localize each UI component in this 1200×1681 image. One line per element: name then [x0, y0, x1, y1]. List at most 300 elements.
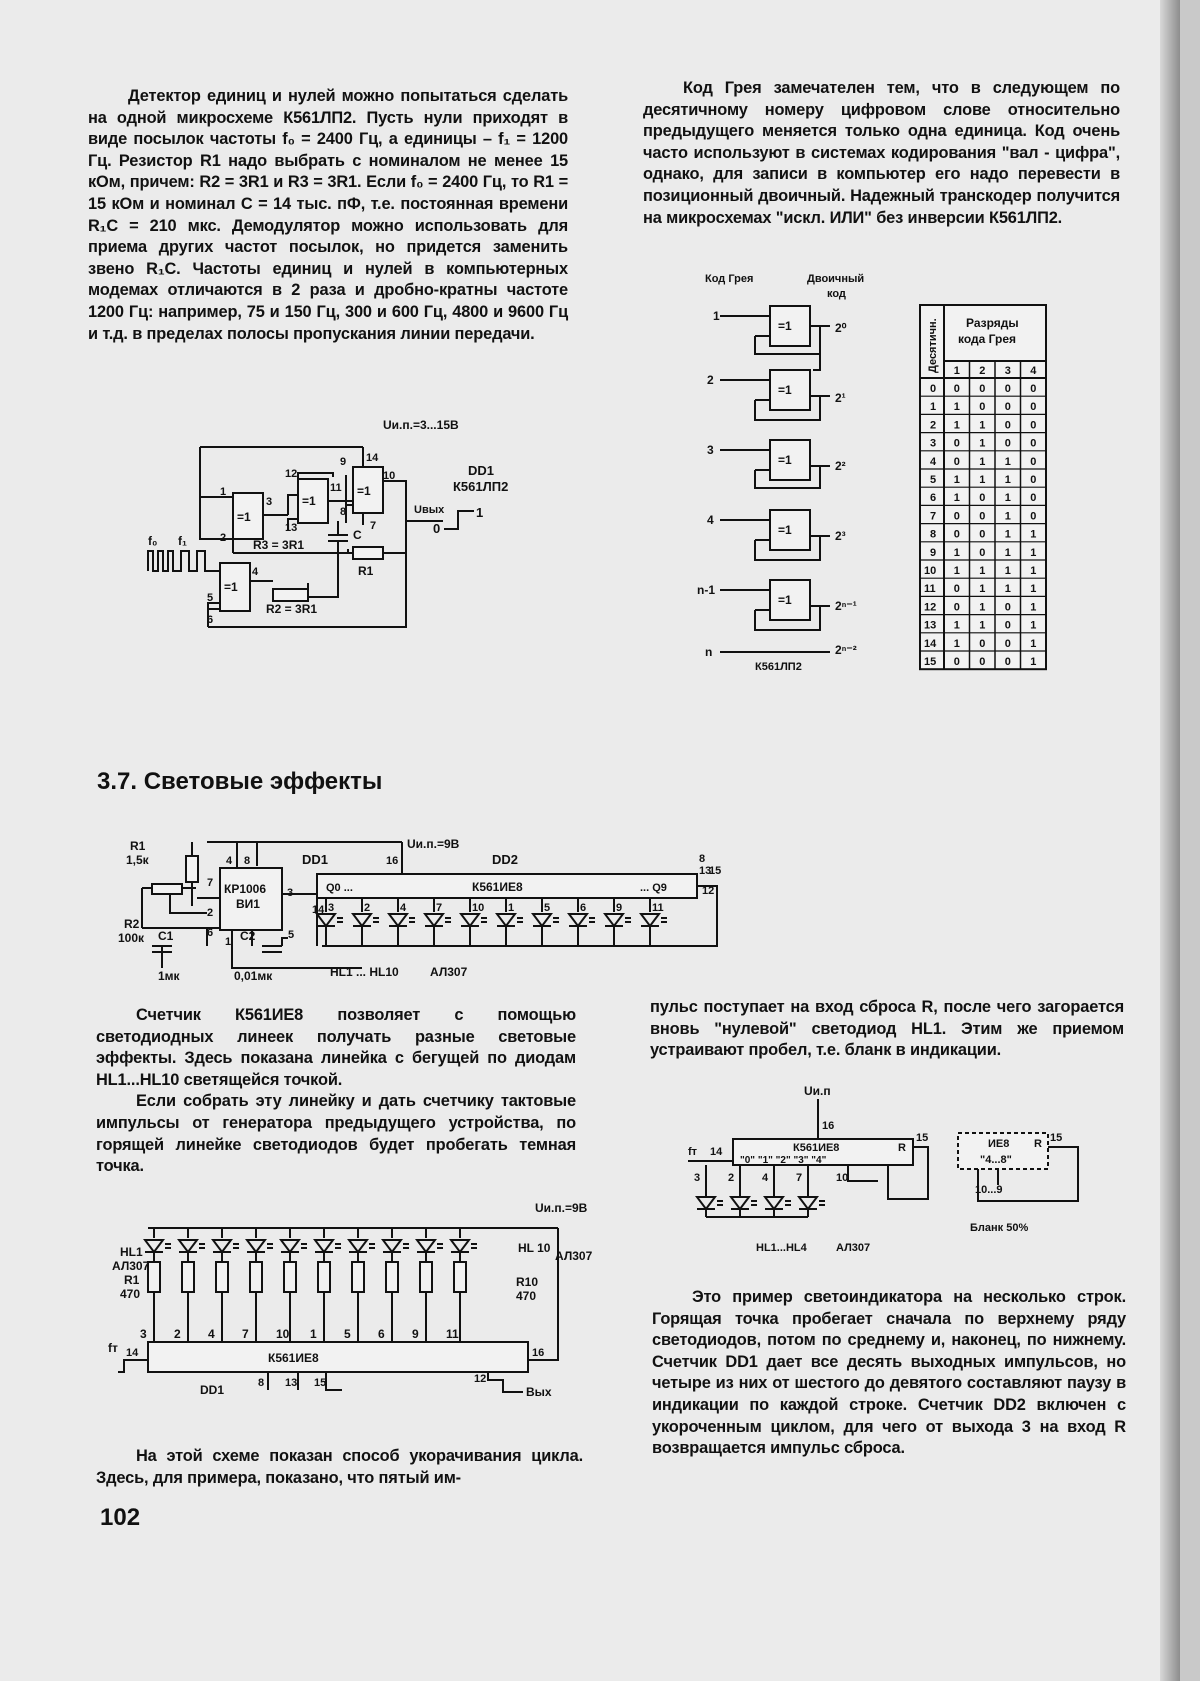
table-cell: 0	[979, 528, 986, 541]
table-cell: 0	[1004, 437, 1011, 450]
svg-text:АЛ307: АЛ307	[555, 1249, 593, 1263]
svg-text:КР1006: КР1006	[224, 882, 267, 896]
led-line-schematic	[108, 1200, 608, 1399]
table-cell: 0	[979, 383, 986, 395]
svg-text:К561ЛП2: К561ЛП2	[755, 661, 802, 673]
running-dot-schematic	[112, 828, 732, 983]
table-cell: 0	[1030, 419, 1037, 432]
svg-text:2: 2	[220, 532, 227, 544]
gate-stage-2	[707, 354, 846, 420]
led-light-arrows	[409, 918, 415, 922]
svg-text:2ⁿ⁻²: 2ⁿ⁻²	[835, 643, 857, 657]
svg-text:12: 12	[474, 1373, 487, 1385]
svg-text:fт: fт	[688, 1146, 698, 1158]
table-cell: 0	[979, 510, 986, 523]
svg-text:15: 15	[314, 1377, 327, 1389]
resistor	[454, 1262, 466, 1292]
svg-text:... Q9: ... Q9	[640, 882, 667, 894]
svg-text:8: 8	[699, 853, 706, 865]
svg-text:13: 13	[285, 522, 298, 534]
svg-text:470: 470	[516, 1289, 537, 1303]
led-light-arrows	[717, 1201, 723, 1205]
svg-text:"0" "1" "2" "3" "4": "0" "1" "2" "3" "4"	[740, 1155, 827, 1166]
svg-text:0: 0	[433, 521, 441, 536]
svg-text:4: 4	[226, 855, 233, 867]
pin-label: 7	[796, 1172, 803, 1184]
table-cell: 1	[953, 492, 960, 505]
led-pin-label: 1	[508, 902, 515, 914]
svg-text:Uи.п.=9В: Uи.п.=9В	[407, 837, 460, 851]
pin-label: 1	[310, 1327, 317, 1341]
svg-text:1мк: 1мк	[158, 969, 180, 983]
svg-text:n-1: n-1	[697, 583, 715, 597]
svg-text:10: 10	[383, 470, 396, 482]
svg-text:=1: =1	[778, 383, 792, 397]
table-cell: 1	[979, 419, 986, 432]
svg-text:6: 6	[207, 614, 214, 626]
page-edge	[1160, 0, 1180, 1681]
svg-text:10...9: 10...9	[975, 1184, 1003, 1196]
resistor	[318, 1262, 330, 1292]
svg-text:1: 1	[225, 936, 232, 948]
led-pin-label: 5	[544, 902, 551, 914]
svg-text:код: код	[827, 288, 846, 300]
svg-text:АЛ307: АЛ307	[112, 1259, 150, 1273]
svg-text:DD1: DD1	[200, 1383, 225, 1397]
svg-text:К561ИЕ8: К561ИЕ8	[268, 1351, 319, 1365]
led-pin-label: 4	[400, 902, 407, 914]
table-cell: 1	[953, 419, 960, 432]
svg-text:DD1: DD1	[468, 463, 495, 478]
table-cell: 9	[930, 546, 937, 559]
svg-text:Вых: Вых	[526, 1385, 552, 1399]
table-cell: 0	[1004, 656, 1011, 668]
svg-text:К561ИЕ8: К561ИЕ8	[472, 880, 523, 894]
table-cell: 0	[1030, 510, 1037, 523]
table-header: кода Грея	[958, 332, 1016, 346]
pin-label: 5	[344, 1327, 351, 1341]
led-symbol	[497, 914, 515, 926]
page-number: 102	[100, 1504, 141, 1531]
table-cell: 1	[979, 601, 986, 614]
svg-text:16: 16	[386, 855, 399, 867]
led-symbol	[569, 914, 587, 926]
svg-text:2ⁿ⁻¹: 2ⁿ⁻¹	[835, 599, 857, 613]
table-cell: 0	[953, 583, 960, 596]
table-cell: 1	[1004, 546, 1011, 559]
svg-text:=1: =1	[778, 593, 792, 607]
led-light-arrows	[661, 918, 667, 922]
svg-text:R1: R1	[130, 839, 146, 853]
svg-text:8: 8	[340, 506, 347, 518]
table-cell: 1	[1030, 656, 1037, 668]
pin-label: 10	[276, 1327, 290, 1341]
svg-text:2¹: 2¹	[835, 391, 846, 405]
led-light-arrows	[589, 918, 595, 922]
table-cell: 5	[930, 474, 937, 486]
table-cell: 14	[924, 637, 937, 650]
led-pin-label: 7	[436, 902, 443, 914]
svg-text:fт: fт	[108, 1341, 118, 1355]
pin-label: 2	[174, 1327, 181, 1341]
led-symbol	[145, 1240, 163, 1252]
table-cell: 0	[953, 383, 960, 395]
svg-text:C1: C1	[158, 929, 174, 943]
table-cell: 1	[979, 474, 986, 486]
svg-text:C: C	[353, 528, 362, 542]
table-cell: 0	[953, 510, 960, 523]
led-symbol	[765, 1197, 783, 1209]
table-cell: 1	[1030, 601, 1037, 614]
led-light-arrows	[267, 1244, 273, 1248]
table-cell: 0	[953, 601, 960, 614]
table-cell: 0	[1030, 455, 1037, 468]
led-symbol	[383, 1240, 401, 1252]
svg-text:8: 8	[244, 855, 251, 867]
table-cell: 0	[1004, 637, 1011, 650]
svg-text:Uи.п.=9В: Uи.п.=9В	[535, 1201, 588, 1215]
table-column-header: 1	[953, 365, 960, 377]
table-cell: 0	[953, 528, 960, 541]
svg-text:7: 7	[370, 520, 377, 532]
led-light-arrows	[301, 1244, 307, 1248]
led-light-arrows	[553, 918, 559, 922]
led-symbol	[353, 914, 371, 926]
table-cell: 0	[979, 492, 986, 505]
svg-text:Uи.п: Uи.п	[804, 1084, 831, 1098]
led-symbol	[731, 1197, 749, 1209]
led-light-arrows	[373, 918, 379, 922]
led-light-arrows	[517, 918, 523, 922]
led-light-arrows	[819, 1201, 825, 1205]
svg-text:4: 4	[707, 513, 714, 527]
svg-text:2: 2	[707, 373, 714, 387]
table-cell: 1	[930, 401, 937, 414]
led-light-arrows	[335, 1244, 341, 1248]
table-cell: 0	[1030, 492, 1037, 505]
table-cell: 7	[930, 510, 937, 523]
led-light-arrows	[437, 1244, 443, 1248]
svg-text:470: 470	[120, 1287, 141, 1301]
svg-text:HL 10: HL 10	[518, 1241, 551, 1255]
table-cell: 2	[930, 419, 937, 432]
table-cell: 0	[1030, 437, 1037, 450]
table-cell: 1	[1004, 583, 1011, 596]
led-pin-label: 11	[652, 902, 664, 914]
led-symbol	[461, 914, 479, 926]
table-cell: 11	[924, 583, 936, 596]
svg-text:R1: R1	[124, 1273, 140, 1287]
svg-text:Бланк 50%: Бланк 50%	[970, 1222, 1029, 1234]
svg-text:HL1 ... HL10: HL1 ... HL10	[330, 965, 399, 979]
resistor	[284, 1262, 296, 1292]
led-symbol	[389, 914, 407, 926]
svg-text:f₀: f₀	[148, 534, 158, 548]
svg-text:АЛ307: АЛ307	[836, 1242, 871, 1254]
pin-label: 3	[140, 1327, 147, 1341]
svg-text:=1: =1	[778, 319, 792, 333]
svg-text:HL1...HL4: HL1...HL4	[756, 1242, 807, 1254]
svg-text:R10: R10	[516, 1275, 539, 1289]
led-light-arrows	[337, 918, 343, 922]
table-cell: 1	[979, 583, 986, 596]
svg-text:АЛ307: АЛ307	[430, 965, 468, 979]
svg-text:R2 = 3R1: R2 = 3R1	[266, 602, 318, 616]
svg-text:14: 14	[126, 1347, 139, 1359]
svg-text:R2: R2	[124, 917, 140, 931]
table-cell: 1	[953, 565, 960, 577]
pin-label: 4	[208, 1327, 215, 1341]
svg-text:12: 12	[702, 885, 715, 897]
table-cell: 1	[979, 437, 986, 450]
table-cell: 0	[979, 546, 986, 559]
svg-text:6: 6	[207, 927, 214, 939]
svg-text:1,5к: 1,5к	[126, 853, 149, 867]
svg-text:=1: =1	[357, 484, 371, 498]
pin-label: 10	[836, 1172, 849, 1184]
svg-text:9: 9	[340, 456, 347, 468]
svg-text:0,01мк: 0,01мк	[234, 969, 273, 983]
led-symbol	[179, 1240, 197, 1252]
svg-text:1: 1	[220, 486, 227, 498]
led-symbol	[425, 914, 443, 926]
table-cell: 1	[979, 619, 986, 632]
short-cycle-schematic	[688, 1085, 1108, 1255]
table-cell: 1	[1030, 637, 1037, 650]
led-light-arrows	[199, 1244, 205, 1248]
paragraph-demodulator: Детектор единиц и нулей можно попытаться сделать на одной микросхеме К561ЛП2. Пусть нули приходят в виде посылок частоты f₀ = 2400 Гц, а единицы – f₁ = 1200 Гц. Резистор R1 надо выбрать с номиналом не менее 15 кОм, причем: R2 = 3R1 и R3 = 3R1. Если f₀ = 2400 Гц, то R1 = 15 кОм и номинал C = 14 тыс. пФ, т.е. постоянная времени R₁C = 210 мкс. Демодулятор можно использовать для приема других частот посылок, но придется заменить звено R₁C. Частоты единиц и нулей в компьютерных модемах отличаются в 2 раза и дробно-кратны частоте 1200 Гц: например, 75 и 150 Гц, 300 и 600 Гц, 4800 и 9600 Гц и т.д. в пределах полосы пропускания линии передачи.	[88, 87, 568, 343]
table-cell: 1	[953, 546, 960, 559]
resistor	[386, 1262, 398, 1292]
gate-stage-4	[707, 510, 846, 560]
svg-text:2³: 2³	[835, 529, 846, 543]
led-symbol	[605, 914, 623, 926]
svg-text:R1: R1	[358, 564, 374, 578]
led-symbol	[247, 1240, 265, 1252]
svg-text:13: 13	[285, 1377, 298, 1389]
svg-text:К561ЛП2: К561ЛП2	[453, 479, 509, 494]
svg-text:100к: 100к	[118, 931, 145, 945]
table-cell: 0	[930, 383, 937, 395]
resistor	[182, 1262, 194, 1292]
table-cell: 12	[924, 601, 937, 614]
led-symbol	[451, 1240, 469, 1252]
led-light-arrows	[233, 1244, 239, 1248]
table-cell: 0	[979, 637, 986, 650]
table-cell: 13	[924, 619, 937, 632]
svg-text:16: 16	[532, 1347, 545, 1359]
svg-text:14: 14	[366, 452, 379, 464]
pin-label: 9	[412, 1327, 419, 1341]
svg-text:7: 7	[207, 877, 214, 889]
svg-text:n: n	[705, 645, 713, 659]
gate-stage-1	[713, 306, 847, 354]
svg-text:=1: =1	[237, 510, 251, 524]
gate-stage-n	[697, 580, 857, 673]
svg-text:2: 2	[207, 907, 214, 919]
svg-text:2⁰: 2⁰	[835, 321, 847, 335]
svg-text:3: 3	[266, 496, 273, 508]
table-cell: 0	[979, 656, 986, 668]
table-cell: 1	[1004, 565, 1011, 577]
table-header: Разряды	[966, 316, 1019, 330]
svg-text:3: 3	[287, 887, 294, 899]
svg-text:HL1: HL1	[120, 1245, 143, 1259]
table-cell: 4	[930, 455, 937, 468]
table-cell: 0	[953, 455, 960, 468]
table-cell: 0	[979, 401, 986, 414]
svg-text:5: 5	[207, 592, 214, 604]
svg-text:C2: C2	[240, 929, 256, 943]
svg-text:1: 1	[476, 505, 484, 520]
table-cell: 1	[1030, 565, 1037, 577]
table-cell: 0	[1004, 619, 1011, 632]
svg-text:Q0 ...: Q0 ...	[326, 882, 353, 894]
led-pin-label: 9	[616, 902, 623, 914]
svg-text:2²: 2²	[835, 459, 846, 473]
svg-text:16: 16	[822, 1120, 835, 1132]
table-cell: 0	[953, 437, 960, 450]
led-symbol	[213, 1240, 231, 1252]
table-cell: 1	[1004, 492, 1011, 505]
table-cell: 1	[1004, 474, 1011, 486]
led-pin-label: 6	[580, 902, 587, 914]
pin-label: 6	[378, 1327, 385, 1341]
table-cell: 0	[1004, 401, 1011, 414]
table-cell: 1	[1030, 583, 1037, 596]
table-column-header: 3	[1004, 365, 1011, 377]
led-light-arrows	[751, 1201, 757, 1205]
svg-text:ИЕ8: ИЕ8	[988, 1138, 1010, 1150]
table-cell: 1	[1030, 528, 1037, 541]
led-light-arrows	[369, 1244, 375, 1248]
table-cell: 1	[953, 474, 960, 486]
led-symbol	[349, 1240, 367, 1252]
table-cell: 1	[979, 455, 986, 468]
gate-stage-3	[707, 440, 846, 488]
led-symbol	[799, 1197, 817, 1209]
svg-text:=1: =1	[224, 580, 238, 594]
svg-text:R3 = 3R1: R3 = 3R1	[253, 538, 305, 552]
svg-text:=1: =1	[778, 453, 792, 467]
led-pin-label: 3	[328, 902, 335, 914]
table-cell: 0	[1004, 601, 1011, 614]
table-cell: 0	[1030, 401, 1037, 414]
pin-label: 7	[242, 1327, 249, 1341]
table-cell: 0	[1030, 383, 1037, 395]
table-cell: 1	[953, 401, 960, 414]
svg-text:4: 4	[252, 566, 259, 578]
table-column-header: 2	[979, 365, 986, 377]
paragraph-ie8-intro: Счетчик К561ИЕ8 позволяет с помощью светодиодных линеек получать разные световые эффекты. Здесь показана линейка с бегущей по диодам HL1...HL10 светящейся точкой. Если собрать эту линейку и дать счетчику тактовые импульсы от генератора предыдущего устройства, по горящей линейке светодиодов будет пробегать темная точка.	[96, 1006, 576, 1176]
section-heading: 3.7. Световые эффекты	[97, 768, 383, 795]
led-light-arrows	[165, 1244, 171, 1248]
svg-text:R: R	[898, 1142, 906, 1154]
svg-text:ВИ1: ВИ1	[236, 897, 260, 911]
svg-text:1: 1	[713, 309, 720, 323]
svg-text:R: R	[1034, 1138, 1042, 1150]
table-cell: 1	[979, 565, 986, 577]
gray-code-table	[918, 303, 1058, 669]
table-cell: 1	[1004, 510, 1011, 523]
table-cell: 15	[924, 656, 937, 668]
led-symbol	[417, 1240, 435, 1252]
resistor	[148, 1262, 160, 1292]
led-pin-label: 10	[472, 902, 485, 914]
table-cell: 0	[953, 656, 960, 668]
table-cell: 0	[1004, 383, 1011, 395]
svg-text:Uвых: Uвых	[414, 504, 445, 516]
table-cell: 0	[1004, 419, 1011, 432]
svg-text:15: 15	[916, 1132, 929, 1144]
table-cell: 1	[1004, 528, 1011, 541]
svg-text:3: 3	[707, 443, 714, 457]
svg-text:К561ИЕ8: К561ИЕ8	[793, 1142, 840, 1154]
svg-text:Двоичный: Двоичный	[807, 273, 865, 285]
paragraph-multirow: Это пример светоиндикатора на несколько строк. Горящая точка пробегает сначала по верхнему ряду светодиодов, потом по среднему и, наконец, по нижнему. Счетчик DD1 дает все десять выходных импульсов, но четыре из них от шестого до девятого составляют паузу в индикации по каждой строке. Счетчик DD2 включен с укороченным циклом, для чего от выхода 3 на вход R возвращается импульс сброса.	[652, 1288, 1126, 1458]
gray-to-binary-schematic	[695, 270, 885, 673]
svg-text:15: 15	[709, 865, 722, 877]
svg-text:Код Грея: Код Грея	[705, 273, 754, 285]
led-symbol	[533, 914, 551, 926]
led-light-arrows	[625, 918, 631, 922]
table-cell: 1	[953, 619, 960, 632]
table-cell: 1	[953, 637, 960, 650]
svg-text:Uи.п.=3...15В: Uи.п.=3...15В	[383, 418, 459, 432]
led-symbol	[697, 1197, 715, 1209]
led-symbol	[641, 914, 659, 926]
led-pin-label: 2	[364, 902, 371, 914]
table-cell: 3	[930, 437, 937, 450]
paragraph-reset: пульс поступает на вход сброса R, после чего загорается вновь "нулевой" светодиод HL1. Этим же приемом устраивают пробел, т.е. бланк в индикации.	[650, 998, 1124, 1060]
resistor	[352, 1262, 364, 1292]
svg-text:"4...8": "4...8"	[980, 1154, 1012, 1166]
table-cell: 1	[1004, 455, 1011, 468]
svg-text:14: 14	[312, 904, 325, 916]
table-cell: 1	[1030, 619, 1037, 632]
svg-text:5: 5	[288, 929, 295, 941]
led-light-arrows	[403, 1244, 409, 1248]
svg-text:12: 12	[285, 468, 298, 480]
svg-text:DD1: DD1	[302, 852, 329, 867]
led-light-arrows	[471, 1244, 477, 1248]
table-column-header: 4	[1030, 365, 1037, 377]
svg-text:f₁: f₁	[178, 534, 187, 548]
paragraph-short-cycle: На этой схеме показан способ укорачивания цикла. Здесь, для примера, показано, что пятый им-	[96, 1447, 583, 1487]
resistor	[420, 1262, 432, 1292]
pin-label: 4	[762, 1172, 769, 1184]
table-cell: 1	[1030, 546, 1037, 559]
led-symbol	[315, 1240, 333, 1252]
table-corner-header: Десятичн.	[927, 318, 939, 373]
led-light-arrows	[481, 918, 487, 922]
table-cell: 8	[930, 528, 937, 541]
led-light-arrows	[445, 918, 451, 922]
table-cell: 10	[924, 565, 937, 577]
svg-text:=1: =1	[778, 523, 792, 537]
svg-text:8: 8	[258, 1377, 265, 1389]
svg-text:13: 13	[699, 865, 712, 877]
table-cell: 0	[1030, 474, 1037, 486]
paragraph-gray-code: Код Грея замечателен тем, что в следующем по десятичному номеру цифровом слове относительно предыдущего меняется только одна единица. Код очень часто используют в системах кодирования "вал - цифра", однако, для записи в компьютер его надо перевести в позиционный двоичный. Надежный транскодер получится на микросхемах "искл. ИЛИ" без инверсии К561ЛП2.	[643, 79, 1120, 227]
led-light-arrows	[785, 1201, 791, 1205]
led-symbol	[281, 1240, 299, 1252]
table-cell: 6	[930, 492, 937, 505]
svg-text:DD2: DD2	[492, 852, 519, 867]
svg-text:11: 11	[330, 482, 342, 494]
svg-text:15: 15	[1050, 1132, 1063, 1144]
detector-schematic	[148, 413, 509, 653]
